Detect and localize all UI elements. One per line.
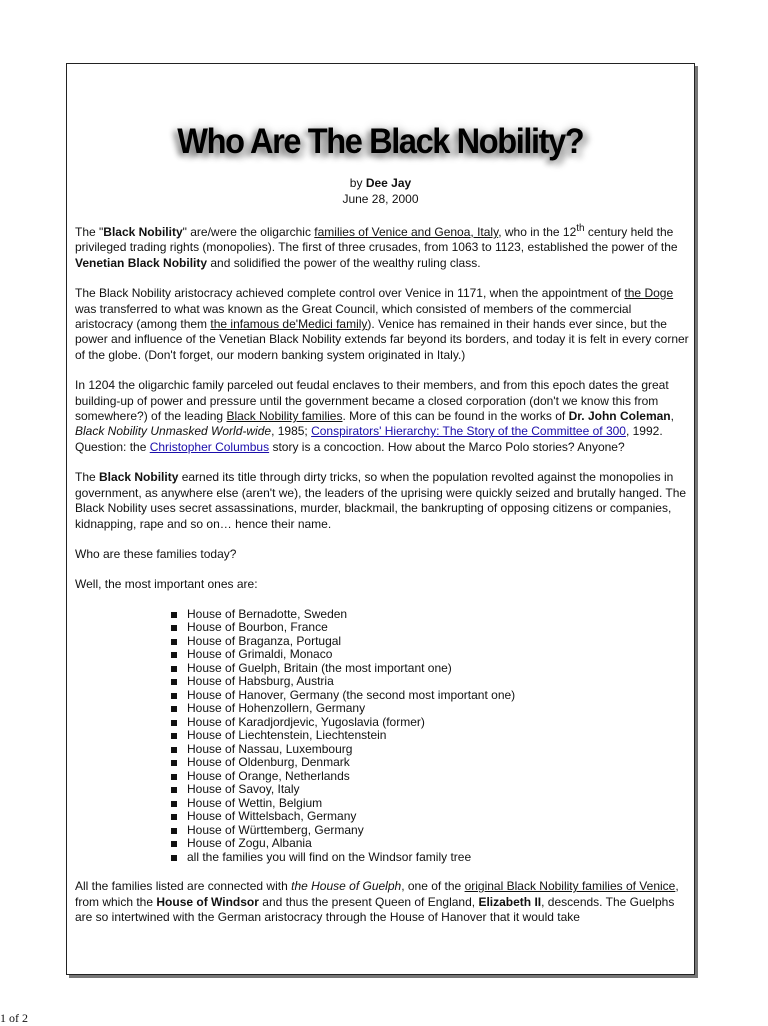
list-item: House of Habsburg, Austria [171, 675, 691, 689]
text: earned its title through dirty tricks, so when the population revolted against the monopolies in government, as anywhere else (aren't we), the leaders of the uprising were quickly seized and brutally hanged. The Black Nobility uses secret assassinations, murder, blackmail, the bankrupting of opposing citizens or companies, kidnapping, rape and so on… hence their name. [75, 470, 687, 531]
text: , who in the 12 [498, 225, 577, 239]
title-container [67, 122, 694, 162]
text: , [670, 409, 674, 424]
author-name: Dee Jay [365, 176, 412, 190]
list-item: House of Wittelsbach, Germany [171, 810, 691, 824]
by-label: by [349, 176, 366, 190]
superscript: th [576, 223, 585, 234]
text: . More of this can be found in the works of [342, 409, 569, 424]
list-item: House of Orange, Netherlands [171, 770, 691, 784]
list-item: House of Liechtenstein, Liechtenstein [171, 729, 691, 743]
list-item: House of Wettin, Belgium [171, 797, 691, 811]
text: All the families listed are connected with [75, 879, 292, 894]
list-item: House of Grimaldi, Monaco [171, 648, 691, 662]
text: , 1992. Question: the [75, 424, 663, 454]
list-item: all the families you will find on the Windsor family tree [171, 851, 691, 865]
paragraph-2 [75, 286, 691, 363]
paragraph-5: Who are these families today? [75, 546, 237, 561]
text: and solidified the power of the wealthy ruling class. [207, 255, 481, 270]
conspirators-hierarchy-link[interactable]: Conspirators' Hierarchy: The Story of the Committee of 300 [311, 424, 626, 439]
publish-date: June 28, 2000 [342, 192, 419, 206]
list-item: House of Nassau, Luxembourg [171, 743, 691, 757]
paragraph-7 [75, 879, 691, 925]
text: The Black Nobility aristocracy achieved complete control over Venice in 1171, when the appointment of [75, 286, 625, 301]
paragraph-1 [75, 221, 691, 271]
paragraph-4 [75, 470, 691, 532]
underlined-link[interactable]: Black Nobility families [226, 409, 343, 424]
text: , from which the [75, 879, 679, 909]
houses-list [75, 608, 691, 865]
text: ). Venice has remained in their hands ever since, but the power and influence of the Venetian Black Nobility extends far beyond its borders, and today it is felt in every corner of the globe. (Don't forget, our modern banking system originated in Italy.) [75, 317, 689, 362]
text: " are/were the oligarchic [182, 225, 315, 239]
underlined-link[interactable]: the Doge [624, 286, 674, 301]
article-body [75, 221, 691, 940]
list-item: House of Oldenburg, Denmark [171, 756, 691, 770]
text: was transferred to what was known as the Great Council, which consisted of members of the commercial aristocracy (among them [75, 301, 632, 332]
text: , descends. The Guelphs are so intertwined with the German aristocracy through the House of Hanover that it would take [75, 894, 675, 925]
document-page [66, 63, 695, 975]
author-line [67, 175, 694, 191]
list-item: House of Karadjordjevic, Yugoslavia (former) [171, 716, 691, 730]
bold-text: Black Nobility [99, 470, 179, 485]
bold-text: House of Windsor [156, 894, 259, 909]
text: story is a concoction. How about the Marco Polo stories? Anyone? [269, 439, 625, 454]
list-item: House of Savoy, Italy [171, 783, 691, 797]
text: , 1985; [271, 424, 312, 439]
text: century held the privileged trading rights (monopolies). The first of three crusades, from 1063 to 1123, established the power of the [75, 225, 678, 255]
bold-text: Black Nobility [103, 225, 183, 239]
text: The " [75, 225, 104, 239]
christopher-columbus-link[interactable]: Christopher Columbus [149, 439, 270, 454]
byline [67, 175, 694, 207]
list-item: House of Hohenzollern, Germany [171, 702, 691, 716]
bold-text: Elizabeth II [478, 894, 542, 909]
list-item: House of Hanover, Germany (the second most important one) [171, 689, 691, 703]
list-item: House of Bourbon, France [171, 621, 691, 635]
list-item: House of Braganza, Portugal [171, 635, 691, 649]
italic-text: Black Nobility Unmasked World-wide [75, 424, 272, 439]
list-item: House of Guelph, Britain (the most important one) [171, 662, 691, 676]
paragraph-6: Well, the most important ones are: [75, 577, 258, 592]
underlined-link[interactable]: families of Venice and Genoa, Italy [314, 225, 499, 239]
italic-text: the House of Guelph [291, 879, 402, 894]
list-item: House of Württemberg, Germany [171, 824, 691, 838]
underlined-link[interactable]: original Black Nobility families of Venice [464, 879, 676, 894]
bold-text: Dr. John Coleman [568, 409, 671, 424]
page-title: Who Are The Black Nobility? [177, 122, 584, 161]
list-item: House of Zogu, Albania [171, 837, 691, 851]
text: In 1204 the oligarchic family parceled out feudal enclaves to their members, and from this epoch dates the great building-up of power and pressure until the government became a closed corporation (don't we know this from somewhere?) of the leading [75, 378, 669, 424]
text: The [75, 470, 100, 485]
list-item: House of Bernadotte, Sweden [171, 608, 691, 622]
page-indicator: 1 of 2 [0, 1011, 28, 1025]
text: and thus the present Queen of England, [258, 894, 479, 909]
underlined-link[interactable]: the infamous de'Medici family [210, 317, 368, 332]
bold-text: Venetian Black Nobility [75, 255, 208, 270]
paragraph-3 [75, 378, 691, 455]
text: , one of the [401, 879, 465, 894]
